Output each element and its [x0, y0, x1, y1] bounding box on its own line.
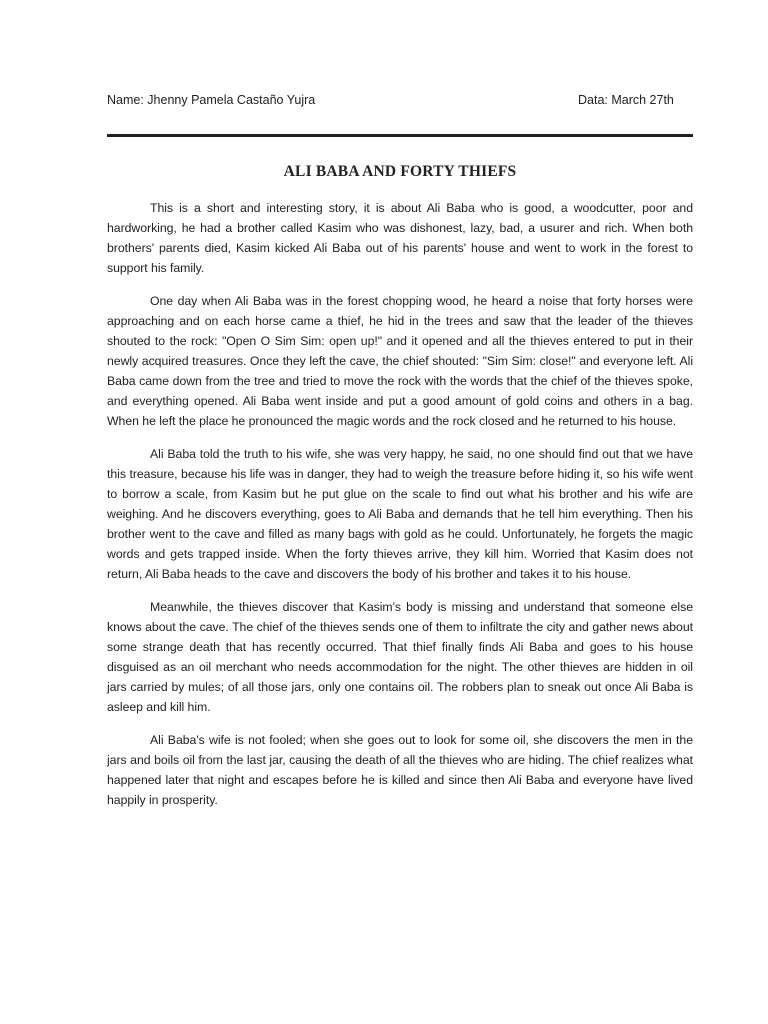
paragraph-3: Ali Baba told the truth to his wife, she was very happy, he said, no one should find out that we have this treasure, because his life was in danger, they had to weigh the treasure before hiding it, so his wife went to borrow a scale, from Kasim but he put glue on the scale to find out what his brother and his wife are weighing. And he discovers everything, goes to Ali Baba and demands that he tell him everything. Then his brother went to the cave and filled as many bags with gold as he could. Unfortunately, he forgets the magic words and gets trapped inside. When the forty thieves arrive, they kill him. Worried that Kasim does not return, Ali Baba heads to the cave and discovers the body of his brother and takes it to his house.	[107, 447, 693, 581]
header-divider	[107, 134, 693, 137]
paragraph-4: Meanwhile, the thieves discover that Kasim's body is missing and understand that someone else knows about the cave. The chief of the thieves sends one of them to infiltrate the city and gather news about some strange death that has recently occurred. That thief finally finds Ali Baba and goes to his house disguised as an oil merchant who needs accommodation for the night. The other thieves are hidden in oil jars carried by mules; of all those jars, only one contains oil. The robbers plan to sneak out once Ali Baba is asleep and kill him.	[107, 600, 693, 714]
paragraph-5: Ali Baba's wife is not fooled; when she goes out to look for some oil, she discovers the men in the jars and boils oil from the last jar, causing the death of all the thieves who are hiding. The chief realizes what happened later that night and escapes before he is killed and since then Ali Baba and everyone have lived happily in prosperity.	[107, 733, 693, 807]
document-date: Data: March 27th	[578, 93, 674, 107]
document-title: ALI BABA AND FORTY THIEFS	[283, 163, 517, 180]
paragraph-1: This is a short and interesting story, it is about Ali Baba who is good, a woodcutter, poor and hardworking, he had a brother called Kasim who was dishonest, lazy, bad, a usurer and rich. When both brothers' parents died, Kasim kicked Ali Baba out of his parents' house and went to work in the forest to support his family.	[107, 201, 693, 275]
student-name: Name: Jhenny Pamela Castaño Yujra	[107, 93, 316, 107]
document-body	[107, 198, 693, 823]
paragraph-2: One day when Ali Baba was in the forest chopping wood, he heard a noise that forty horses were approaching and on each horse came a thief, he hid in the trees and saw that the leader of the thieves shouted to the rock: "Open O Sim Sim: open up!" and it opened and all the thieves entered to put in their newly acquired treasures. Once they left the cave, the chief shouted: "Sim Sim: close!" and everyone left. Ali Baba came down from the tree and tried to move the rock with the words that the chief of the thieves spoke, and everything opened. Ali Baba went inside and put a good amount of gold coins and others in a bag. When he left the place he pronounced the magic words and the rock closed and he returned to his house.	[107, 294, 693, 428]
